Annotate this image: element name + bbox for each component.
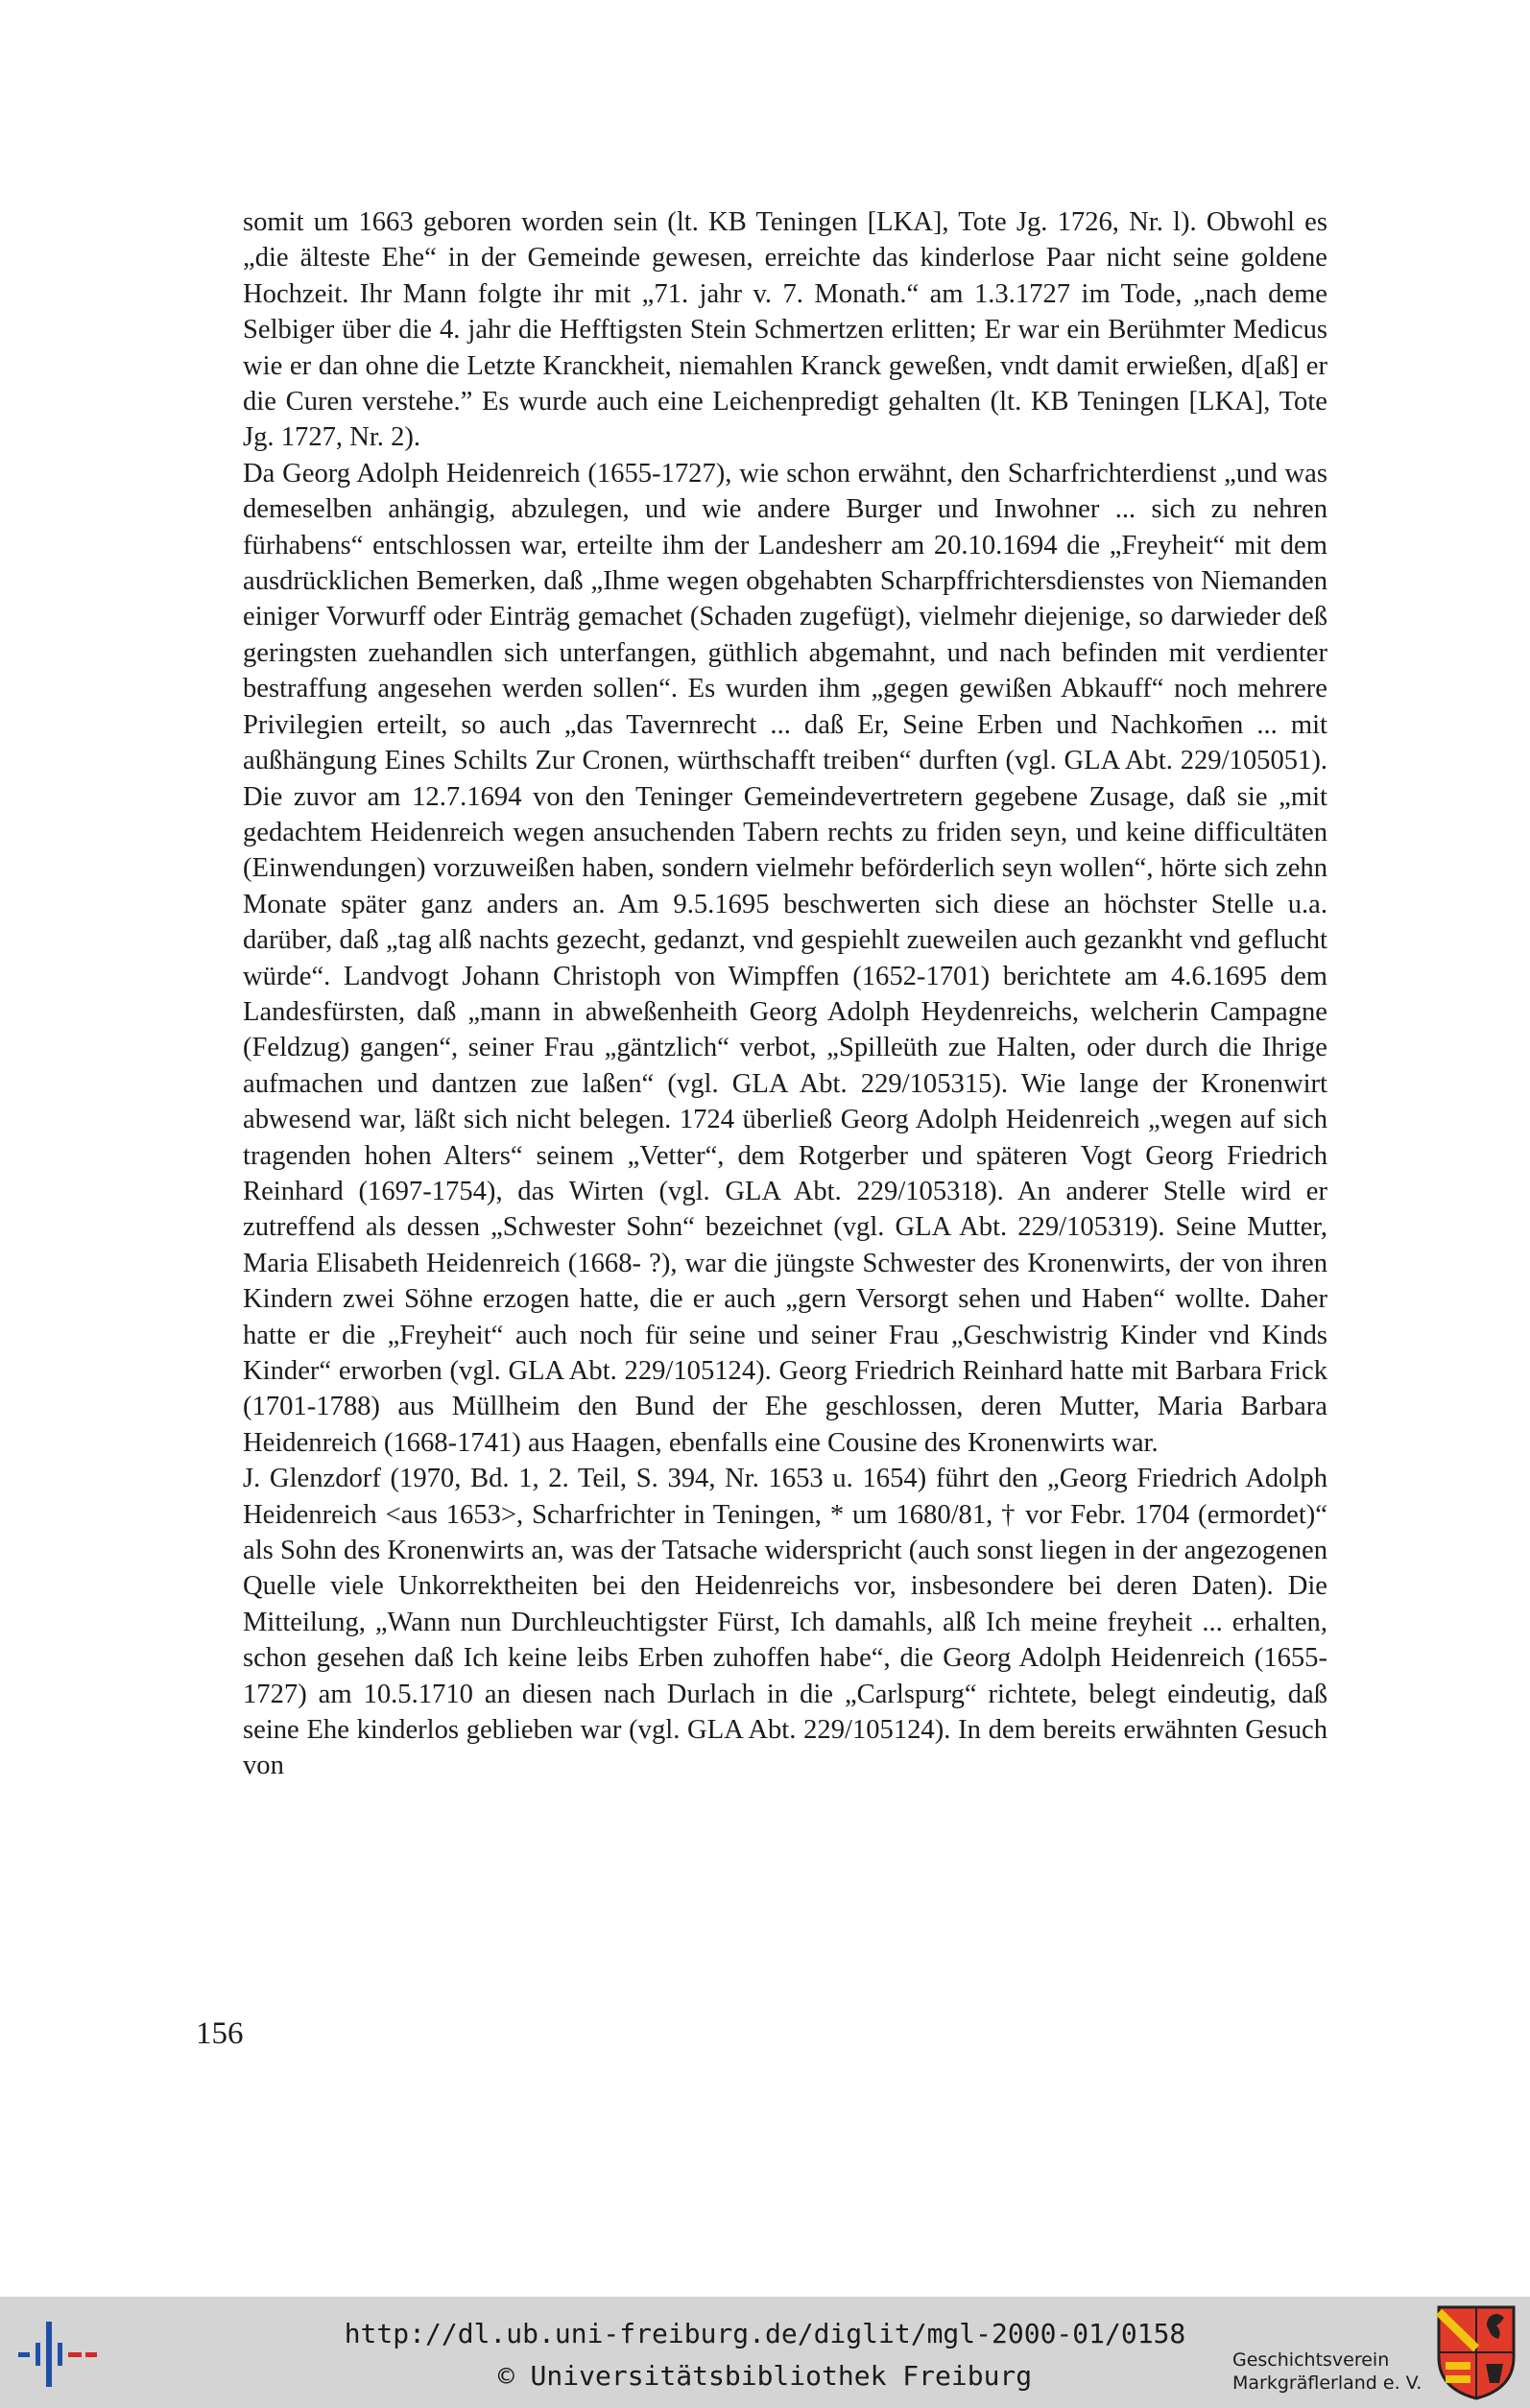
paragraph: somit um 1663 geboren worden sein (lt. KB Teningen [LKA], Tote Jg. 1726, Nr. l). Obwohl es „die älteste Ehe“ in der Gemeinde gewesen, erreichte das kinderlose Paar nicht seine goldene Hochzeit. Ihr Mann folgte ihr mit „71. jahr v. 7. Monath.“ am 1.3.1727 im Tode, „nach deme Selbiger über die 4. jahr die Hefftigsten Stein Schmertzen erlitten; Er war ein Berühmter Medicus wie er dan ohne die Letzte Kranckheit, niemahlen Kranck geweßen, vndt damit erwießen, d[aß] er die Curen verstehe.” Es wurde auch eine Leichenpredigt gehalten (lt. KB Teningen [LKA], Tote Jg. 1727, Nr. 2).	[243, 207, 1327, 453]
copyright-notice: © Universitätsbibliothek Freiburg	[497, 2360, 1033, 2392]
society-name	[1232, 2348, 1434, 2395]
paragraph: Da Georg Adolph Heidenreich (1655-1727), wie schon erwähnt, den Scharfrichterdienst „und was demeselben anhängig, abzulegen, und wie andere Burger und Inwohner ... sich zu nehren fürhabens“ entschlossen war, erteilte ihm der Landesherr am 20.10.1694 die „Freyheit“ mit dem ausdrücklichen Bemerken, daß „Ihme wegen obgehabten Scharpffrichtersdienstes von Niemanden einiger Vorwurff oder Einträg gemachet (Schaden zugefügt), vielmehr diejenige, so darwieder deß geringsten zuehandlen sich unterfangen, güthlich abgemahnt, und nach befinden mit verdienter bestraffung angesehen werden sollen“. Es wurden ihm „gegen gewißen Abkauff“ noch mehrere Privilegien erteilt, so auch „das Tavernrecht ... daß Er, Seine Erben und Nachkom̄en ... mit außhängung Eines Schilts Zur Cronen, würthschafft treiben“ durften (vgl. GLA Abt. 229/105051). Die zuvor am 12.7.1694 von den Teninger Gemeindevertretern gegebene Zusage, daß sie „mit gedachtem Heidenreich wegen ansuchenden Tabern rechts zu friden seyn, und keine difficultäten (Einwendungen) vorzuweißen haben, sondern vielmehr beförderlich seyn wollen“, hörte sich zehn Monate später ganz anders an. Am 9.5.1695 beschwerten sich diese an höchster Stelle u.a. darüber, daß „tag alß nachts gezecht, gedanzt, vnd gespiehlt zueweilen auch gezankht vnd geflucht würde“. Landvogt Johann Christoph von Wimpffen (1652-1701) berichtete am 4.6.1695 dem Landesfürsten, daß „mann in abweßenheith Georg Adolph Heydenreichs, welcherin Campagne (Feldzug) gangen“, seiner Frau „gäntzlich“ verbot, „Spilleüth zue Halten, oder durch die Ihrige aufmachen und dantzen zue laßen“ (vgl. GLA Abt. 229/105315). Wie lange der Kronenwirt abwesend war, läßt sich nicht belegen. 1724 überließ Georg Adolph Heidenreich „wegen auf sich tragenden hohen Alters“ seinem „Vetter“, dem Rotgerber und späteren Vogt Georg Friedrich Reinhard (1697-1754), das Wirten (vgl. GLA Abt. 229/105318). An anderer Stelle wird er zutreffend als dessen „Schwester Sohn“ bezeichnet (vgl. GLA Abt. 229/105319). Seine Mutter, Maria Elisabeth Heidenreich (1668- ?), war die jüngste Schwester des Kronenwirts, der von ihren Kindern zwei Söhne erzogen hatte, die er auch „gern Versorgt sehen und Haben“ wollte. Daher hatte er die „Freyheit“ auch noch für seine und seiner Frau „Geschwistrig Kinder vnd Kinds Kinder“ erworben (vgl. GLA Abt. 229/105124). Georg Friedrich Reinhard hatte mit Barbara Frick (1701-1788) aus Müllheim den Bund der Ehe geschlossen, deren Mutter, Maria Barbara Heidenreich (1668-1741) aus Haagen, ebenfalls eine Cousine des Kronenwirts war.	[243, 458, 1327, 1458]
coat-of-arms-icon	[1436, 2304, 1517, 2400]
footer-bar	[0, 2297, 1530, 2408]
society-name-line-2: Markgräflerland e. V.	[1232, 2372, 1422, 2394]
paragraph: J. Glenzdorf (1970, Bd. 1, 2. Teil, S. 394, Nr. 1653 u. 1654) führt den „Georg Friedrich Adolph Heidenreich <aus 1653>, Scharfrichter in Teningen, * um 1680/81, † vor Febr. 1704 (ermordet)“ als Sohn des Kronenwirts an, was der Tatsache widerspricht (auch sonst liegen in der angezogenen Quelle viele Unkorrektheiten bei den Heidenreichs vor, insbesondere bei deren Daten). Die Mitteilung, „Wann nun Durchleuchtigster Fürst, Ich damahls, alß Ich meine freyheit ... erhalten, schon gesehen daß Ich keine leibs Erben zuhoffen habe“, die Georg Adolph Heidenreich (1655-1727) am 10.5.1710 an diesen nach Durlach in die „Carlspurg“ richtete, belegt eindeutig, daß seine Ehe kinderlos geblieben war (vgl. GLA Abt. 229/105124). In dem bereits erwähnten Gesuch von	[243, 1464, 1327, 1781]
society-name-line-1: Geschichtsverein	[1232, 2349, 1390, 2371]
body-text	[243, 204, 1327, 1784]
page-number: 156	[196, 2016, 244, 2051]
source-url-link[interactable]: http://dl.ub.uni-freiburg.de/diglit/mgl-2000-01/0158	[344, 2318, 1186, 2349]
